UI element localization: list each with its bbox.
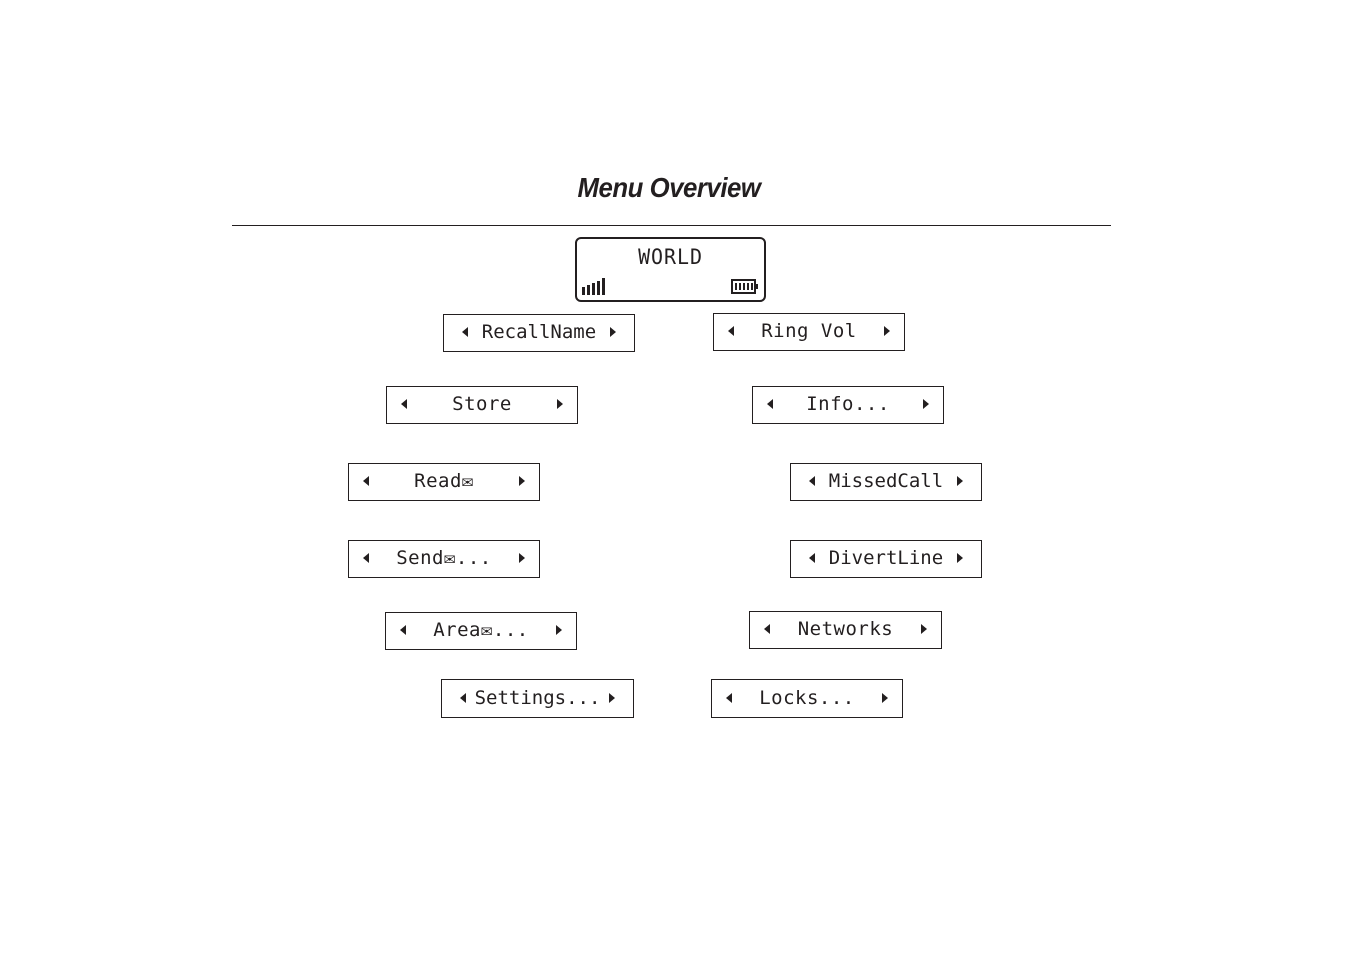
- scroll-right-icon: [882, 693, 888, 703]
- scroll-right-icon: [957, 553, 963, 563]
- scroll-right-icon: [923, 399, 929, 409]
- menu-item-label: Read✉: [414, 470, 474, 492]
- scroll-right-icon: [884, 326, 890, 336]
- menu-item-store[interactable]: [386, 386, 578, 424]
- scroll-right-icon: [519, 553, 525, 563]
- menu-item-locks[interactable]: [711, 679, 903, 718]
- menu-item-label: Area✉...: [433, 619, 529, 641]
- menu-item-label: Networks: [797, 618, 894, 640]
- menu-item-label: Ring Vol: [761, 320, 857, 342]
- scroll-right-icon: [609, 693, 615, 703]
- menu-item-label: Info...: [806, 393, 890, 415]
- menu-item-label: MissedCall: [828, 470, 944, 492]
- menu-item-area[interactable]: [385, 612, 577, 650]
- scroll-right-icon: [556, 625, 562, 635]
- home-screen-display: [575, 237, 766, 302]
- scroll-right-icon: [957, 476, 963, 486]
- scroll-right-icon: [557, 399, 563, 409]
- menu-item-label: Send✉...: [396, 547, 492, 569]
- menu-item-ring-vol[interactable]: [713, 313, 905, 351]
- title-divider: [232, 225, 1111, 226]
- menu-item-send[interactable]: [348, 540, 540, 578]
- menu-item-label: DivertLine: [828, 547, 944, 569]
- menu-item-label: RecallName: [481, 321, 597, 343]
- menu-item-label: Store: [452, 393, 512, 415]
- page-title: Menu Overview: [577, 172, 761, 203]
- battery-icon: [731, 279, 759, 294]
- scroll-right-icon: [519, 476, 525, 486]
- scroll-right-icon: [921, 624, 927, 634]
- menu-item-recall-name[interactable]: [443, 314, 635, 352]
- menu-item-missed-call[interactable]: [790, 463, 982, 501]
- menu-item-label: Settings...: [474, 686, 601, 709]
- scroll-right-icon: [610, 327, 616, 337]
- network-name: WORLD: [638, 245, 703, 269]
- menu-item-read[interactable]: [348, 463, 540, 501]
- menu-item-settings[interactable]: [441, 679, 634, 718]
- signal-strength-icon: [582, 278, 608, 295]
- menu-item-divert-line[interactable]: [790, 540, 982, 578]
- menu-item-info[interactable]: [752, 386, 944, 424]
- menu-item-networks[interactable]: [749, 611, 942, 649]
- menu-item-label: Locks...: [759, 686, 855, 709]
